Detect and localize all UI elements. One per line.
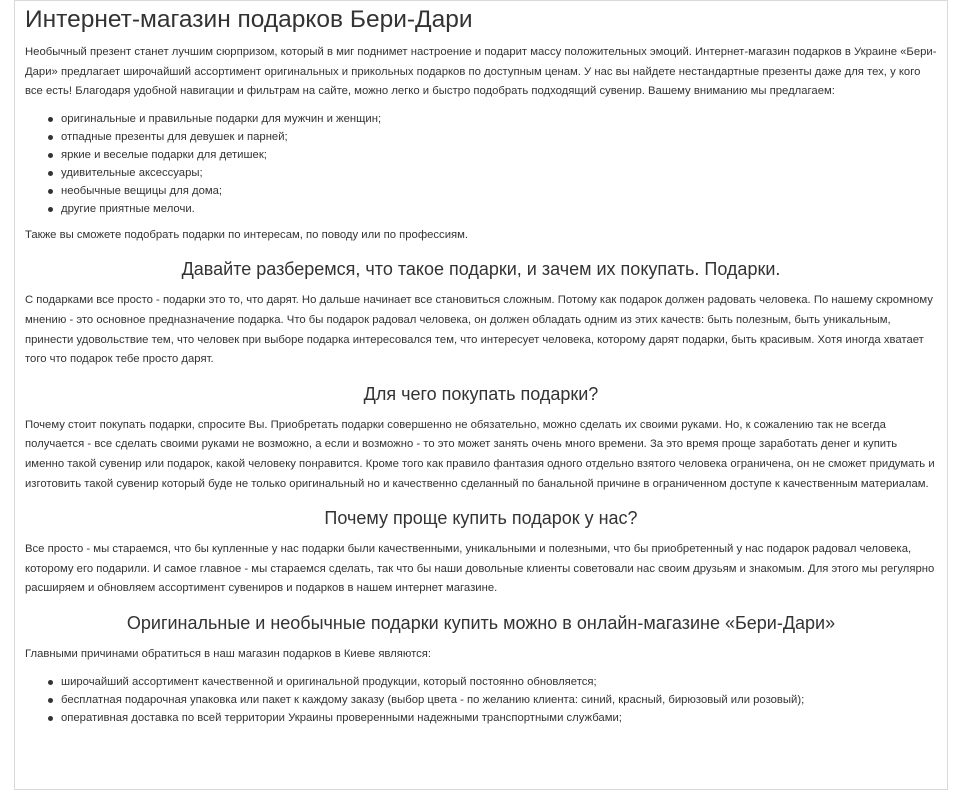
section-heading-what-are-gifts: Давайте разберемся, что такое подарки, и зачем их покупать. Подарки. (181, 259, 781, 280)
reasons-list (25, 673, 937, 727)
page-title: Интернет-магазин подарков Бери-Дари (25, 6, 473, 33)
intro-paragraph: Необычный презент станет лучшим сюрпризом, который в миг поднимет настроение и подарит массу положительных эмоций. Интернет-магазин подарков в Украине «Бери-Дари» предлагает широчайший ассортимент оригинальных и прикольных подарков по доступным ценам. У нас вы найдете нестандартные презенты даже для тех, у кого все есть! Благодаря удобной навигации и фильтрам на сайте, можно легко и быстро подобрать подходящий сувенир. Вашему вниманию мы предлагаем: (25, 46, 937, 98)
section-heading-why-us: Почему проще купить подарок у нас? (324, 508, 638, 529)
list-item: широчайший ассортимент качественной и оригинальной продукции, который постоянно обновляется; (61, 673, 937, 691)
list-item: оперативная доставка по всей территории Украины проверенными надежными транспортными службами; (61, 709, 937, 727)
list-item: удивительные аксессуары; (61, 164, 937, 182)
section-paragraph: С подарками все просто - подарки это то, что дарят. Но дальше начинает все становиться сложным. Потому как подарок должен радовать человека. По нашему скромному мнению - это основное предназначение подарка. Что бы подарок радовал человека, он должен обладать одним из этих качеств: быть полезным, быть уникальным, принести удовольствие тем, что человек при выборе подарка интересовался тем, что интересует человека, которому дарят подарки, быть красивым. Хотя иногда хватает того что подарок тебе просто дарят. (25, 294, 933, 366)
offers-list (25, 110, 937, 218)
section-paragraph: Все просто - мы стараемся, что бы купленные у нас подарки были качественными, уникальными и полезными, что бы приобретенный у нас подарок радовал человека, которому его подарили. И самое главное - мы стараемся сделать, так что бы наши довольные клиенты советовали нас своим друзьям и знакомым. Для этого мы регулярно расширяем и обновляем ассортимент сувениров и подарков в нашем интернет магазине. (25, 543, 935, 595)
also-paragraph: Также вы сможете подобрать подарки по интересам, по поводу или по профессиям. (25, 228, 469, 241)
section-paragraph: Главными причинами обратиться в наш магазин подарков в Киеве являются: (25, 647, 432, 660)
list-item: другие приятные мелочи. (61, 200, 937, 218)
list-item: яркие и веселые подарки для детишек; (61, 146, 937, 164)
list-item: отпадные презенты для девушек и парней; (61, 128, 937, 146)
section-paragraph: Почему стоит покупать подарки, спросите Вы. Приобретать подарки совершенно не обязательно, можно сделать их своими руками. Но, к сожалению так не всегда получается - все сделать своими руками не возможно, а если и возможно - то это может занять очень много времени. За это время проще заработать денег и купить именно такой сувенир или подарок, какой человеку понравится. Кроме того как правило фантазия одного отдельно взятого человека ограничена, он не сможет придумать и изготовить такой сувенир который буде не только оригинальный но и качественно сделанный по банальной причине в ограниченном доступе к качественным материалам. (25, 418, 935, 490)
article-container (14, 0, 948, 790)
list-item: необычные вещицы для дома; (61, 182, 937, 200)
list-item: оригинальные и правильные подарки для мужчин и женщин; (61, 110, 937, 128)
section-heading-why-buy: Для чего покупать подарки? (363, 383, 599, 404)
section-heading-original-gifts: Оригинальные и необычные подарки купить можно в онлайн-магазине «Бери-Дари» (126, 612, 836, 633)
list-item: бесплатная подарочная упаковка или пакет к каждому заказу (выбор цвета - по желанию клиента: синий, красный, бирюзовый или розовый); (61, 691, 937, 709)
